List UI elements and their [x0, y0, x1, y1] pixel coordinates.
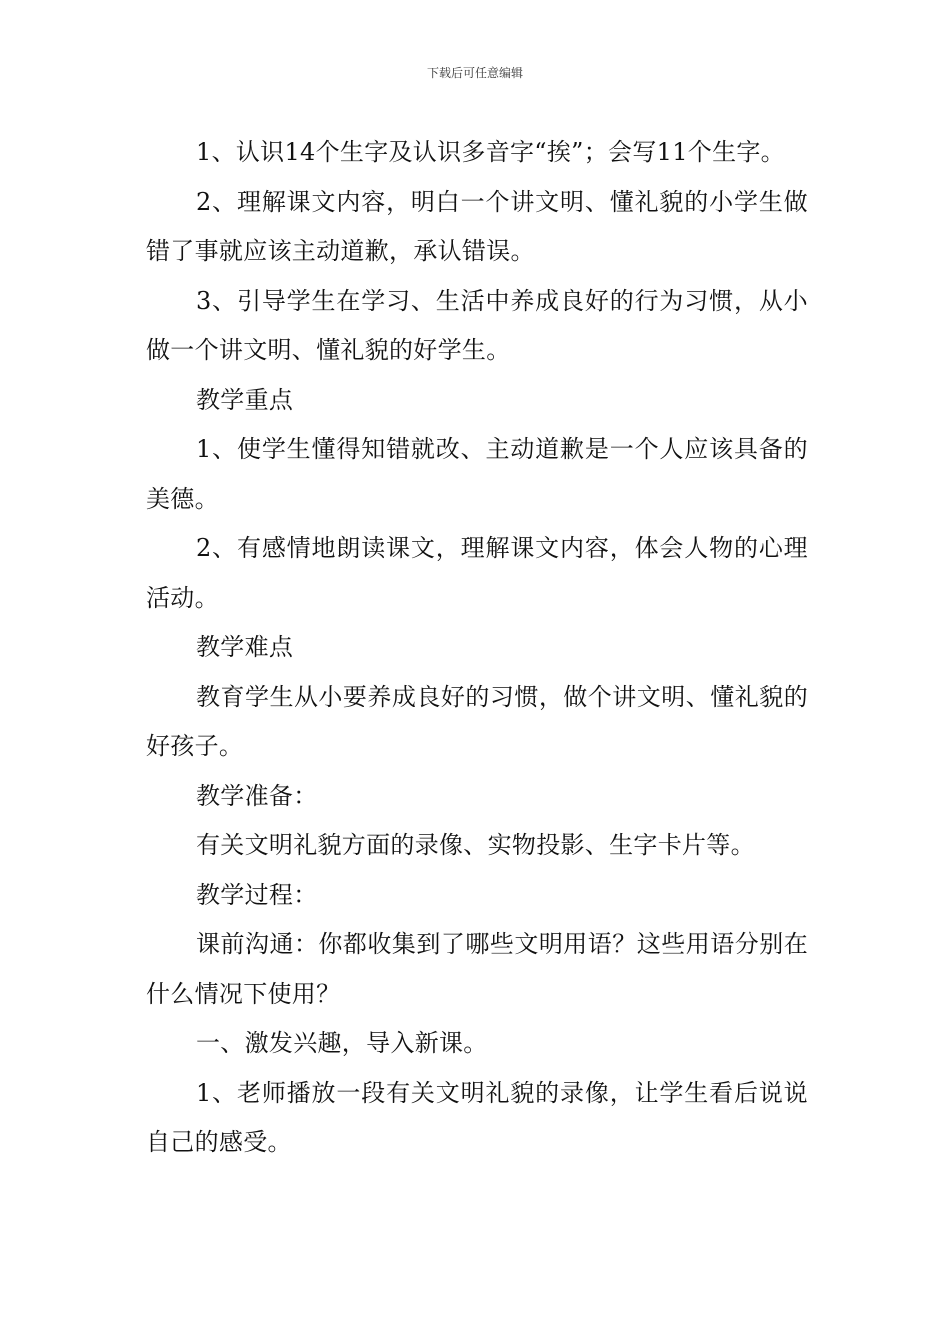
objective-3: 3、引导学生在学习、生活中养成良好的行为习惯，从小做一个讲文明、懂礼貌的好学生。	[146, 286, 808, 364]
document-body	[146, 128, 808, 1168]
step-1-item-1: 1、老师播放一段有关文明礼貌的录像，让学生看后说说自己的感受。	[146, 1078, 808, 1156]
section-heading-process: 教学过程：	[196, 880, 318, 909]
objective-1: 1、认识14个生字及认识多音字“挨”；会写11个生字。	[196, 138, 785, 166]
key-point-1: 1、使学生懂得知错就改、主动道歉是一个人应该具备的美德。	[146, 435, 808, 513]
key-point-2: 2、有感情地朗读课文，理解课文内容，体会人物的心理活动。	[146, 534, 808, 612]
pre-class-communication: 课前沟通：你都收集到了哪些文明用语？这些用语分别在什么情况下使用？	[146, 930, 808, 1008]
objective-2: 2、理解课文内容，明白一个讲文明、懂礼貌的小学生做错了事就应该主动道歉，承认错误。	[146, 187, 808, 265]
preparation-text: 有关文明礼貌方面的录像、实物投影、生字卡片等。	[196, 831, 755, 859]
section-heading-difficulties: 教学难点	[196, 633, 294, 661]
difficulty-text: 教育学生从小要养成良好的习惯，做个讲文明、懂礼貌的好孩子。	[146, 682, 808, 760]
section-heading-key-points: 教学重点	[196, 385, 294, 414]
step-1-heading: 一、激发兴趣，导入新课。	[196, 1029, 488, 1057]
page-header: 下载后可任意编辑	[426, 66, 523, 80]
section-heading-preparation: 教学准备：	[196, 781, 318, 810]
